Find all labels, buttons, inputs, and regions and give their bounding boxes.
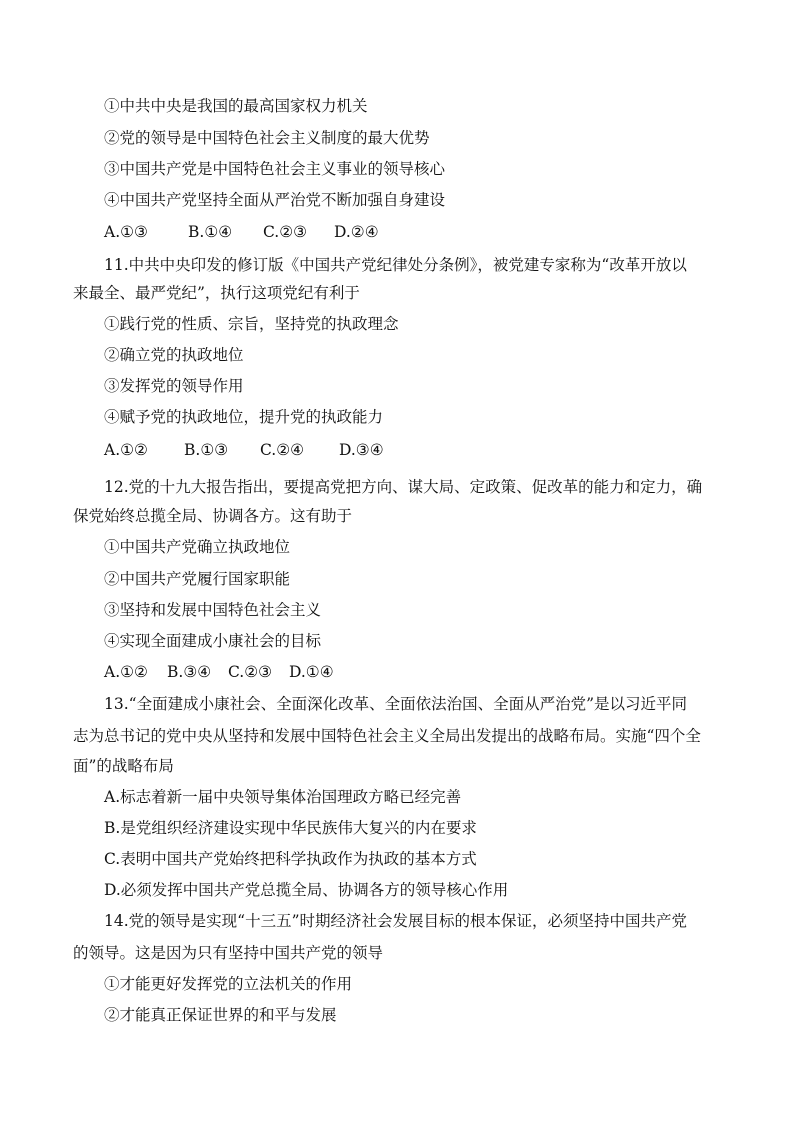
q12-choice-b: B.③④ <box>167 663 212 681</box>
q12-option-3: ③坚持和发展中国特色社会主义 <box>104 601 322 619</box>
q13-option-d: D.必须发挥中国共产党总揽全局、协调各方的领导核心作用 <box>104 881 509 899</box>
q13-stem-line1: 13.“全面建成小康社会、全面深化改革、全面依法治国、全面从严治党”是以习近平同 <box>104 695 688 713</box>
q10-option-1: ①中共中央是我国的最高国家权力机关 <box>104 97 368 115</box>
q12-choice-a: A.①② <box>104 663 148 681</box>
q13-option-a: A.标志着新一届中央领导集体治国理政方略已经完善 <box>104 788 462 806</box>
q11-option-3: ③发挥党的领导作用 <box>104 377 244 395</box>
q10-choices <box>104 222 379 242</box>
q13-stem-line3: 面”的战略布局 <box>73 757 174 775</box>
q11-stem-line1: 11.中共中央印发的修订版《中国共产党纪律处分条例》，被党建专家称为“改革开放以 <box>104 256 687 274</box>
q11-choice-b: B.①③ <box>184 441 229 459</box>
q11-option-4: ④赋予党的执政地位，提升党的执政能力 <box>104 408 384 426</box>
q13-stem-line2: 志为总书记的党中央从坚持和发展中国特色社会主义全局出发提出的战略布局。实施“四个全 <box>73 727 701 745</box>
q11-choice-d: D.③④ <box>339 441 384 459</box>
q14-option-2: ②才能真正保证世界的和平与发展 <box>104 1006 337 1024</box>
q12-choice-c: C.②③ <box>228 663 273 681</box>
q11-choice-a: A.①② <box>104 441 148 459</box>
q10-choice-a: A.①③ <box>104 223 148 241</box>
q12-choices <box>104 662 334 682</box>
q11-option-1: ①践行党的性质、宗旨，坚持党的执政理念 <box>104 315 399 333</box>
q12-choice-d: D.①④ <box>289 663 334 681</box>
q11-stem-line2: 来最全、最严党纪”，执行这项党纪有利于 <box>73 284 360 302</box>
q13-option-c: C.表明中国共产党始终把科学执政作为执政的基本方式 <box>104 850 477 868</box>
q10-option-3: ③中国共产党是中国特色社会主义事业的领导核心 <box>104 160 446 178</box>
q10-choice-c: C.②③ <box>263 223 308 241</box>
q10-option-4: ④中国共产党坚持全面从严治党不断加强自身建设 <box>104 191 446 209</box>
q10-choice-b: B.①④ <box>188 223 233 241</box>
q11-option-2: ②确立党的执政地位 <box>104 346 244 364</box>
q14-stem-line1: 14.党的领导是实现“十三五”时期经济社会发展目标的根本保证，必须坚持中国共产党 <box>104 912 688 930</box>
q11-choice-c: C.②④ <box>260 441 305 459</box>
q12-option-2: ②中国共产党履行国家职能 <box>104 570 291 588</box>
q12-option-1: ①中国共产党确立执政地位 <box>104 538 291 556</box>
q12-stem-line1: 12.党的十九大报告指出，要提高党把方向、谋大局、定政策、促改革的能力和定力，确 <box>104 478 703 496</box>
q12-option-4: ④实现全面建成小康社会的目标 <box>104 632 322 650</box>
q14-option-1: ①才能更好发挥党的立法机关的作用 <box>104 975 353 993</box>
q10-choice-d: D.②④ <box>334 223 379 241</box>
q13-option-b: B.是党组织经济建设实现中华民族伟大复兴的内在要求 <box>104 819 477 837</box>
q10-option-2: ②党的领导是中国特色社会主义制度的最大优势 <box>104 129 430 147</box>
q14-stem-line2: 的领导。这是因为只有坚持中国共产党的领导 <box>73 944 384 962</box>
q12-stem-line2: 保党始终总揽全局、协调各方。这有助于 <box>73 507 353 525</box>
q11-choices <box>104 440 384 460</box>
